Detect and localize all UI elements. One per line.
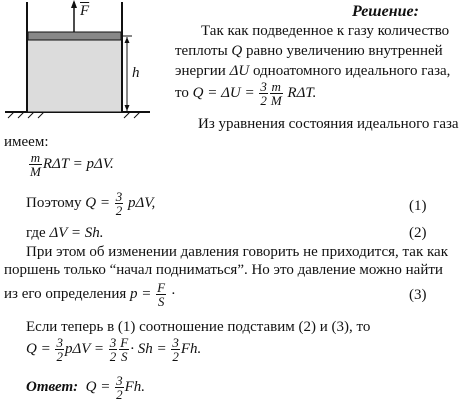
equation-1-number: (1)	[409, 198, 427, 214]
equation-2: где ΔV = Sh.	[26, 225, 104, 241]
para3-line3: из его определения p = $\frac{F}{S}$ ·	[4, 280, 176, 309]
force-label: $\overline{F}$	[80, 3, 90, 19]
height-label: h	[132, 65, 140, 81]
equation-3-number: (3)	[409, 287, 427, 303]
state-equation: $\frac{m}{M}$ RΔT = pΔV.	[30, 150, 114, 179]
answer-line: Ответ: Q = $\frac{3}{2}$ Fh.	[26, 373, 146, 402]
piston	[28, 32, 121, 40]
answer-label: Ответ:	[26, 378, 79, 395]
cylinder-body	[27, 38, 122, 112]
para3-line1: При этом об изменении давления говорить не приходится, так как	[26, 244, 448, 260]
para1-line1: Так как подведенное к газу количество	[201, 23, 450, 39]
para1-line3: энергии ΔU одноатомного идеального газа,	[175, 63, 451, 79]
para2-line2: имеем:	[4, 134, 49, 150]
para1-line2: теплоты Q равно увеличению внутренней	[175, 43, 443, 59]
para2-line1: Из уравнения состояния идеального газа	[198, 116, 459, 132]
equation-2-number: (2)	[409, 225, 427, 241]
equation-1: Поэтому Q = $\frac{3}{2}$ pΔV,	[26, 189, 156, 218]
final-equation: Q = $\frac{3}{2}$ pΔV = $\frac{3}{2}$ $\frac{F}{S}$ · Sh = $\frac{3}{2}$ Fh.	[26, 335, 202, 364]
solution-heading: Решение:	[352, 3, 419, 20]
para3-line2: поршень только “начал подниматься”. Но это давление можно найти	[4, 262, 443, 278]
para1-formula: то Q = ΔU = $\frac{3}{2}$ $\frac{m}{M}$ RΔT.	[175, 79, 317, 108]
para4-line1: Если теперь в (1) соотношение подставим (2) и (3), то	[26, 319, 371, 335]
